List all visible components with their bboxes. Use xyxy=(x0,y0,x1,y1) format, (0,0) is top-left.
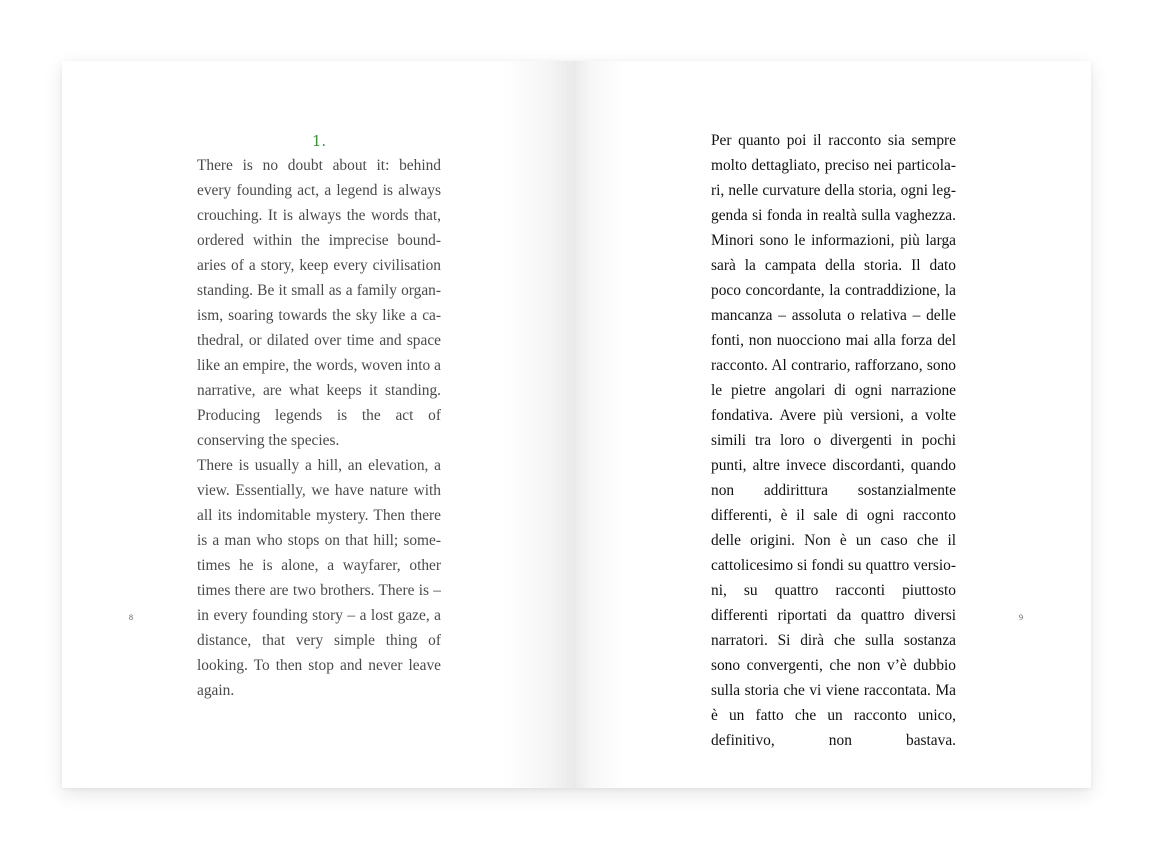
paragraph: There is usually a hill, an elevation, a view. Essentially, we have nature with all its indomitable mystery. Then there is a man who stops on that hill; sometimes he is alone, a wayfarer, other times there are two brothers. There is – in every founding story – a lost gaze, a distance, that very simple thing of looking. To then stop and never leave again. xyxy=(197,457,441,699)
left-page xyxy=(62,61,576,788)
page-number: 8 xyxy=(129,613,133,622)
paragraph: Per quanto poi il racconto sia sempre molto dettagliato, preciso nei particolari, nelle curvature della storia, ogni leggenda si fonda in realtà sulla vaghezza. Minori sono le informazioni, più larga sarà la campata della storia. Il dato poco concordante, la contraddizione, la mancanza – assoluta o relativa – delle fonti, non nuocciono mai alla forza del racconto. Al contrario, rafforzano, sono le pietre angolari di ogni narrazione fondativa. Avere più versioni, a volte simili tra loro o divergenti in pochi punti, altre invece discordanti, quando non addirittura sostanzialmente differenti, è il sale di ogni racconto delle origini. Non è un caso che il cattolicesimo si fondi su quattro versioni, su quattro racconti piuttosto differenti riportati da quattro diversi narratori. Si dirà che sulla sostanza sono convergenti, che non v’è dubbio sulla storia che vi viene raccontata. Ma è un fatto che un racconto unico, definitivo, non bastava. xyxy=(711,132,956,749)
chapter-number: 1. xyxy=(311,132,327,150)
book-spread xyxy=(62,61,1091,788)
left-page-text xyxy=(197,153,441,703)
right-page xyxy=(576,61,1091,788)
page-number: 9 xyxy=(1019,613,1023,622)
paragraph: There is no doubt about it: behind every founding act, a legend is always crouching. It is always the words that, ordered within the imprecise boundaries of a story, keep every civilisation standing. Be it small as a family organism, soaring towards the sky like a cathedral, or dilated over time and space like an empire, the words, woven into a narrative, are what keeps it standing. Producing legends is the act of conserving the species. xyxy=(197,157,441,449)
right-page-text xyxy=(711,128,956,753)
